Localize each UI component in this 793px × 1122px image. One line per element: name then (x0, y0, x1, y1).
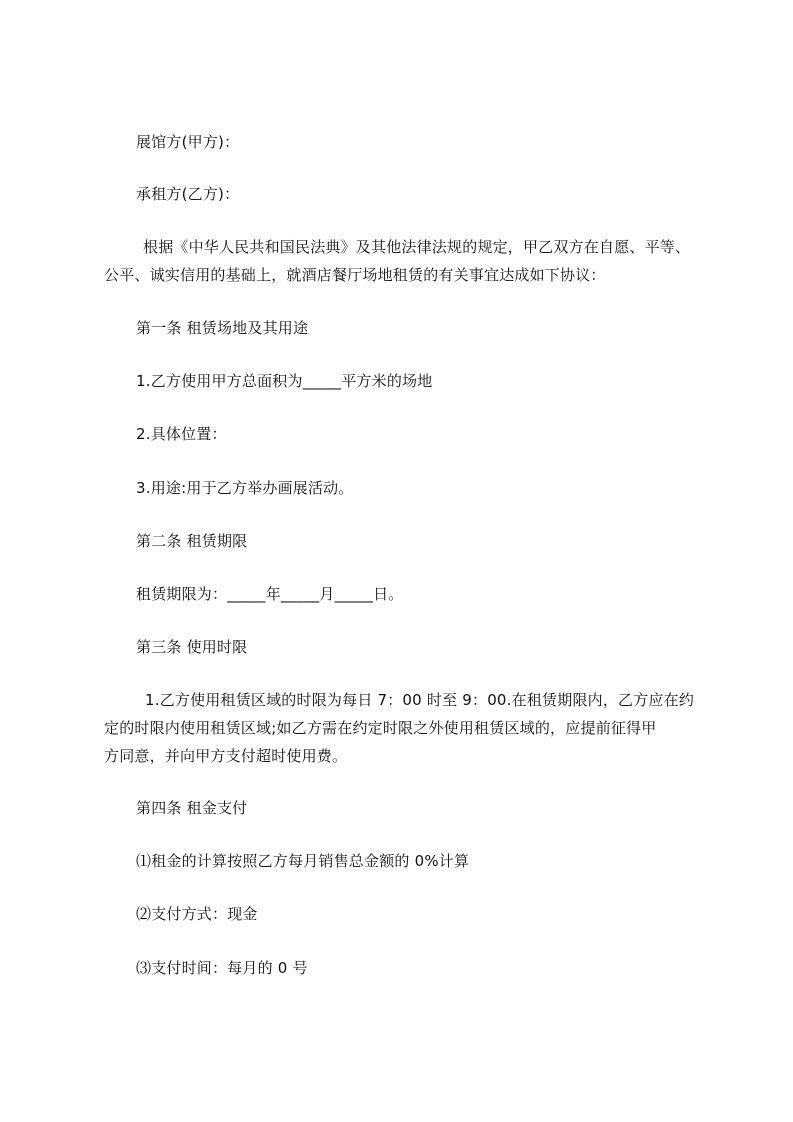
party-b-label: 承租方(乙方)： (136, 185, 240, 203)
article-4-item-2: ⑵支付方式：现金 (136, 905, 258, 923)
intro-paragraph-line-1: 根据《中华人民共和国民法典》及其他法律法规的规定，甲乙双方在自愿、平等、 (143, 238, 691, 256)
article-4-item-1: ⑴租金的计算按照乙方每月销售总金额的 0%计算 (136, 852, 470, 870)
article-4-title: 第四条 租金支付 (136, 799, 248, 817)
article-3-title: 第三条 使用时限 (136, 638, 248, 656)
article-1-item-2: 2.具体位置： (136, 425, 227, 443)
article-2-title: 第二条 租赁期限 (136, 532, 248, 550)
party-a-label: 展馆方(甲方)： (136, 133, 240, 151)
article-2-term: 租赁期限为：_____年_____月_____日。 (136, 585, 404, 603)
article-3-line-1: 1.乙方使用租赁区域的时限为每日 7：00 时至 9：00.在租赁期限内，乙方应在约 (145, 691, 695, 709)
article-1-title: 第一条 租赁场地及其用途 (136, 319, 309, 337)
article-1-item-3: 3.用途:用于乙方举办画展活动。 (136, 479, 354, 497)
intro-paragraph-line-2: 公平、诚实信用的基础上，就酒店餐厅场地租赁的有关事宜达成如下协议： (104, 266, 606, 284)
article-1-item-1: 1.乙方使用甲方总面积为_____平方米的场地 (136, 372, 433, 390)
article-4-item-3: ⑶支付时间：每月的 0 号 (136, 959, 308, 977)
article-3-line-2: 定的时限内使用租赁区域;如乙方需在约定时限之外使用租赁区域的，应提前征得甲 (104, 719, 657, 737)
article-3-line-3: 方同意，并向甲方支付超时使用费。 (104, 747, 348, 765)
